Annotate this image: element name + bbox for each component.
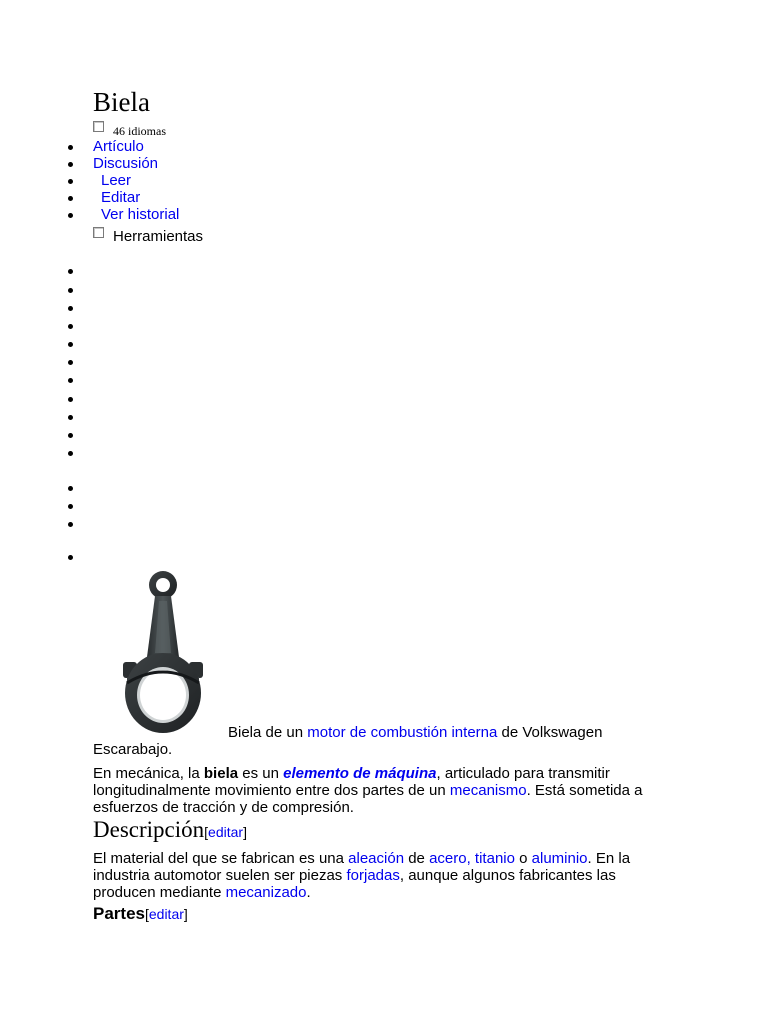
- empty-list-item: [68, 262, 73, 280]
- edit-section-link: [204, 824, 247, 840]
- empty-list-item: [68, 353, 73, 371]
- bullet: [68, 504, 73, 509]
- empty-list-item: [68, 548, 73, 566]
- bracket: ]: [183, 906, 188, 922]
- text: En mecánica, la: [93, 765, 204, 782]
- bold-term: biela: [203, 765, 239, 782]
- tools-checkbox[interactable]: [93, 227, 104, 238]
- text: es un: [238, 765, 284, 782]
- link-mecanizado[interactable]: mecanizado: [225, 884, 307, 901]
- link-motor-combustion[interactable]: motor de combustión interna: [307, 724, 498, 741]
- language-count: 46 idiomas: [113, 124, 166, 138]
- section-heading-descripcion: [93, 816, 247, 846]
- empty-list-item: [68, 408, 73, 426]
- text: .: [306, 884, 311, 901]
- bullet: [68, 522, 73, 527]
- edit-link[interactable]: editar: [148, 906, 184, 922]
- bullet: [68, 555, 73, 560]
- link-aluminio[interactable]: aluminio: [531, 850, 588, 867]
- bullet: [68, 415, 73, 420]
- figure-caption: [93, 724, 673, 758]
- caption-text: de Volkswagen Escarabajo.: [93, 724, 603, 758]
- bullet: [68, 433, 73, 438]
- heading-text: Descripción: [93, 817, 205, 842]
- tools-menu[interactable]: [93, 227, 203, 245]
- bullet: [68, 269, 73, 274]
- edit-link[interactable]: editar: [208, 824, 244, 840]
- view-read[interactable]: [68, 172, 131, 190]
- empty-list-item: [68, 335, 73, 353]
- tools-label: Herramientas: [113, 228, 204, 245]
- text: de: [404, 850, 430, 867]
- link-aleacion[interactable]: aleación: [348, 850, 405, 867]
- text: . En la industria automotor suelen ser piezas: [93, 850, 631, 884]
- bullet: [68, 342, 73, 347]
- empty-list-item: [68, 317, 73, 335]
- empty-list-item: [68, 390, 73, 408]
- descripcion-paragraph: [93, 850, 673, 901]
- bullet: [68, 324, 73, 329]
- link-mecanismo[interactable]: mecanismo: [449, 782, 527, 799]
- empty-list-item: [68, 281, 73, 299]
- link-forjadas[interactable]: forjadas: [346, 867, 400, 884]
- bullet: [68, 179, 73, 184]
- empty-list-item: [68, 426, 73, 444]
- bracket: [: [204, 824, 209, 840]
- bullet: [68, 196, 73, 201]
- bullet: [68, 486, 73, 491]
- text: o: [514, 850, 532, 867]
- language-checkbox[interactable]: [93, 121, 104, 132]
- bullet: [68, 288, 73, 293]
- section-heading-partes: [93, 903, 188, 925]
- empty-list-item: [68, 479, 73, 497]
- view-edit-label[interactable]: Editar: [101, 189, 141, 206]
- bullet: [68, 145, 73, 150]
- text: , aunque algunos fabricantes las producen mediante: [93, 867, 616, 901]
- bullet: [68, 213, 73, 218]
- language-selector[interactable]: [93, 121, 166, 139]
- tab-article[interactable]: [68, 138, 144, 156]
- bullet: [68, 306, 73, 311]
- view-history[interactable]: [68, 206, 179, 224]
- tab-discussion-label[interactable]: Discusión: [93, 155, 159, 172]
- tab-article-label[interactable]: Artículo: [93, 138, 144, 155]
- tab-discussion[interactable]: [68, 155, 158, 173]
- view-edit[interactable]: [68, 189, 140, 207]
- empty-list-item: [68, 497, 73, 515]
- bullet: [68, 162, 73, 167]
- intro-paragraph: [93, 765, 673, 816]
- bullet: [68, 378, 73, 383]
- bullet: [68, 451, 73, 456]
- view-history-label[interactable]: Ver historial: [101, 206, 180, 223]
- page-title: Biela: [93, 87, 150, 117]
- link-elemento-maquina[interactable]: elemento de máquina: [283, 765, 437, 782]
- bracket: ]: [243, 824, 247, 840]
- text: , articulado para transmitir longitudinalmente movimiento entre dos partes de un: [93, 765, 610, 799]
- bullet: [68, 360, 73, 365]
- empty-list-item: [68, 371, 73, 389]
- bullet: [68, 397, 73, 402]
- edit-section-link: [145, 906, 188, 922]
- bracket: [: [144, 906, 149, 922]
- text: El material del que se fabrican es una: [93, 850, 349, 867]
- view-read-label[interactable]: Leer: [101, 172, 132, 189]
- empty-list-item: [68, 515, 73, 533]
- heading-text: Partes: [93, 904, 145, 923]
- text: . Está sometida a esfuerzos de tracción y de compresión.: [93, 782, 643, 816]
- link-acero-titanio[interactable]: acero, titanio: [429, 850, 515, 867]
- empty-list-item: [68, 299, 73, 317]
- caption-text: Biela de un: [228, 724, 308, 741]
- connecting-rod-image: [93, 565, 229, 741]
- empty-list-item: [68, 444, 73, 462]
